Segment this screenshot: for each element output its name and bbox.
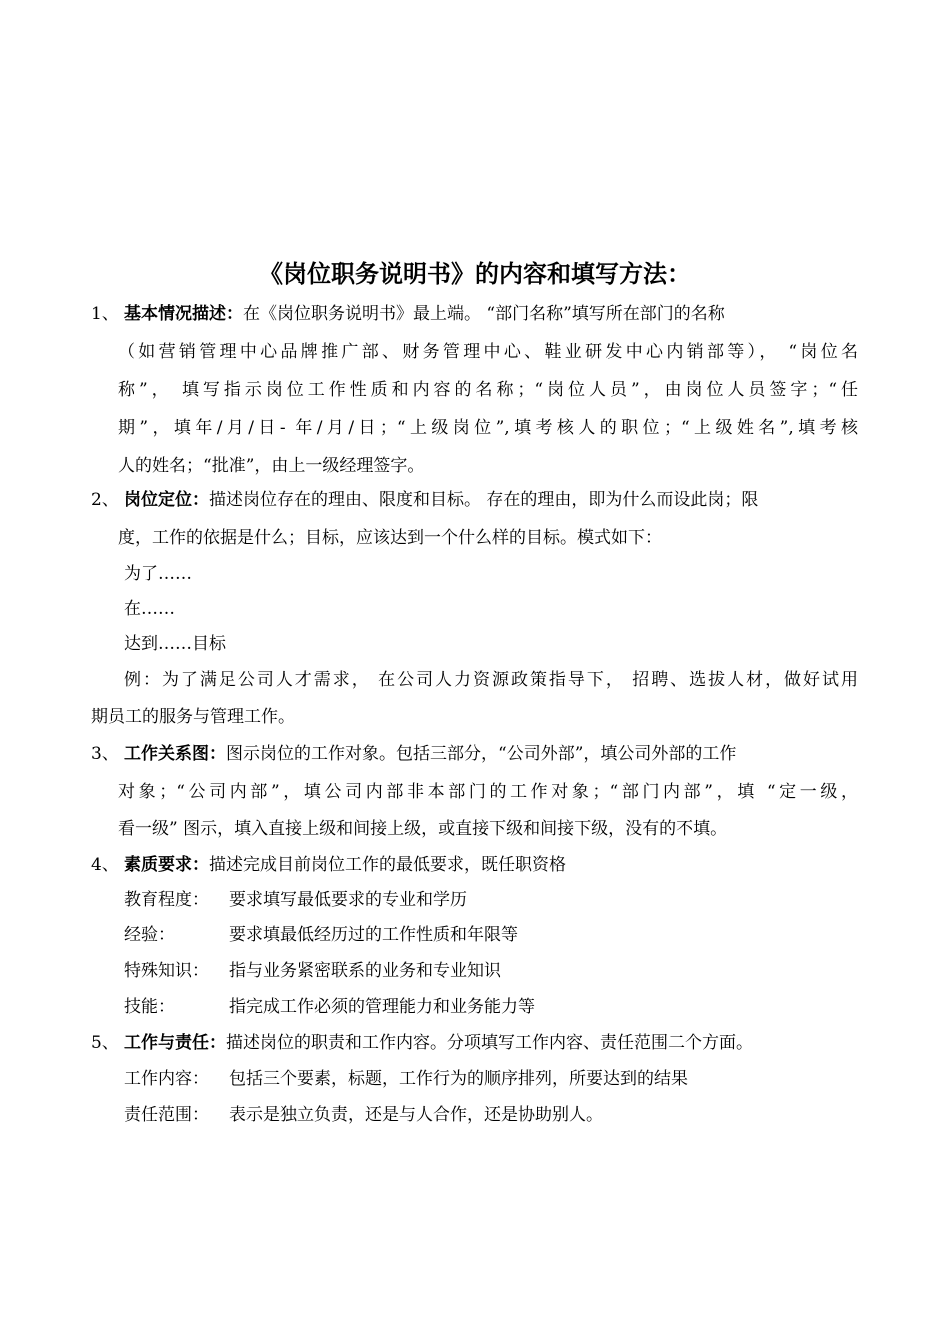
- quality-label: 教育程度：: [124, 890, 209, 910]
- section-2-line-2: 度，工作的依据是什么；目标，应该达到一个什么样的目标。模式如下：: [118, 528, 662, 548]
- quality-text: 指与业务紧密联系的业务和专业知识: [229, 961, 501, 981]
- section-1-line-3: 称”， 填写指示岗位工作性质和内容的名称；“岗位人员”，由岗位人员签字；“任: [118, 380, 858, 400]
- quality-label: 特殊知识：: [124, 961, 209, 981]
- section-5-number: 5、: [91, 1033, 119, 1053]
- responsibility-text: 表示是独立负责，还是与人合作，还是协助别人。: [229, 1105, 603, 1125]
- pattern-line-2: 在……: [124, 599, 175, 619]
- section-1-line-5: 人的姓名；“批准”，由上一级经理签字。: [118, 456, 425, 476]
- section-4-line-1: [124, 848, 566, 882]
- section-4-text: 描述完成目前岗位工作的最低要求，既任职资格: [209, 855, 566, 875]
- section-1-line-1: [124, 297, 725, 331]
- section-1-number: 1、: [91, 304, 119, 324]
- section-3-text: 图示岗位的工作对象。包括三部分，“公司外部”，填公司外部的工作: [226, 744, 737, 764]
- quality-text: 要求填最低经历过的工作性质和年限等: [229, 925, 518, 945]
- section-2-number: 2、: [91, 490, 119, 510]
- section-2-text: 描述岗位存在的理由、限度和目标。 存在的理由，即为什么而设此岗；限: [209, 490, 759, 510]
- responsibility-label: 工作内容：: [124, 1069, 209, 1089]
- section-4-heading: 素质要求：: [124, 855, 209, 875]
- responsibility-label: 责任范围：: [124, 1105, 209, 1125]
- section-2-heading: 岗位定位：: [124, 490, 209, 510]
- example-line-1: 例：为了满足公司人才需求， 在公司人力资源政策指导下， 招聘、选拔人材，做好试用: [124, 670, 858, 690]
- section-3-line-3: 看一级” 图示，填入直接上级和间接上级，或直接下级和间接下级，没有的不填。: [118, 819, 728, 839]
- section-1-heading: 基本情况描述：: [124, 304, 243, 324]
- quality-text: 要求填写最低要求的专业和学历: [229, 890, 467, 910]
- section-5-text: 描述岗位的职责和工作内容。分项填写工作内容、责任范围二个方面。: [226, 1033, 753, 1053]
- section-5-line-1: [124, 1026, 753, 1060]
- pattern-line-1: 为了……: [124, 564, 192, 584]
- quality-text: 指完成工作必须的管理能力和业务能力等: [229, 997, 535, 1017]
- pattern-line-3: 达到……目标: [124, 634, 226, 654]
- section-1-text: 在《岗位职务说明书》最上端。 “部门名称”填写所在部门的名称: [243, 304, 725, 324]
- example-line-2: 期员工的服务与管理工作。: [91, 707, 295, 727]
- section-2-line-1: [124, 483, 758, 517]
- section-3-heading: 工作关系图：: [124, 744, 226, 764]
- page-title: 《岗位职务说明书》的内容和填写方法：: [259, 260, 691, 288]
- section-3-line-1: [124, 737, 736, 771]
- quality-label: 技能：: [124, 997, 175, 1017]
- section-1-line-4: 期”，填年/月/日- 年/月/日；“上级岗位”,填考核人的职位；“上级姓名”,填考核: [118, 418, 858, 438]
- section-4-number: 4、: [91, 855, 119, 875]
- quality-label: 经验：: [124, 925, 175, 945]
- responsibility-text: 包括三个要素，标题，工作行为的顺序排列，所要达到的结果: [229, 1069, 688, 1089]
- section-5-heading: 工作与责任：: [124, 1033, 226, 1053]
- section-3-line-2: 对象；“公司内部”，填公司内部非本部门的工作对象；“部门内部”，填 “定一级，: [118, 782, 858, 802]
- section-3-number: 3、: [91, 744, 119, 764]
- section-1-line-2: （如营销管理中心品牌推广部、财务管理中心、鞋业研发中心内销部等）， “岗位名: [118, 342, 858, 362]
